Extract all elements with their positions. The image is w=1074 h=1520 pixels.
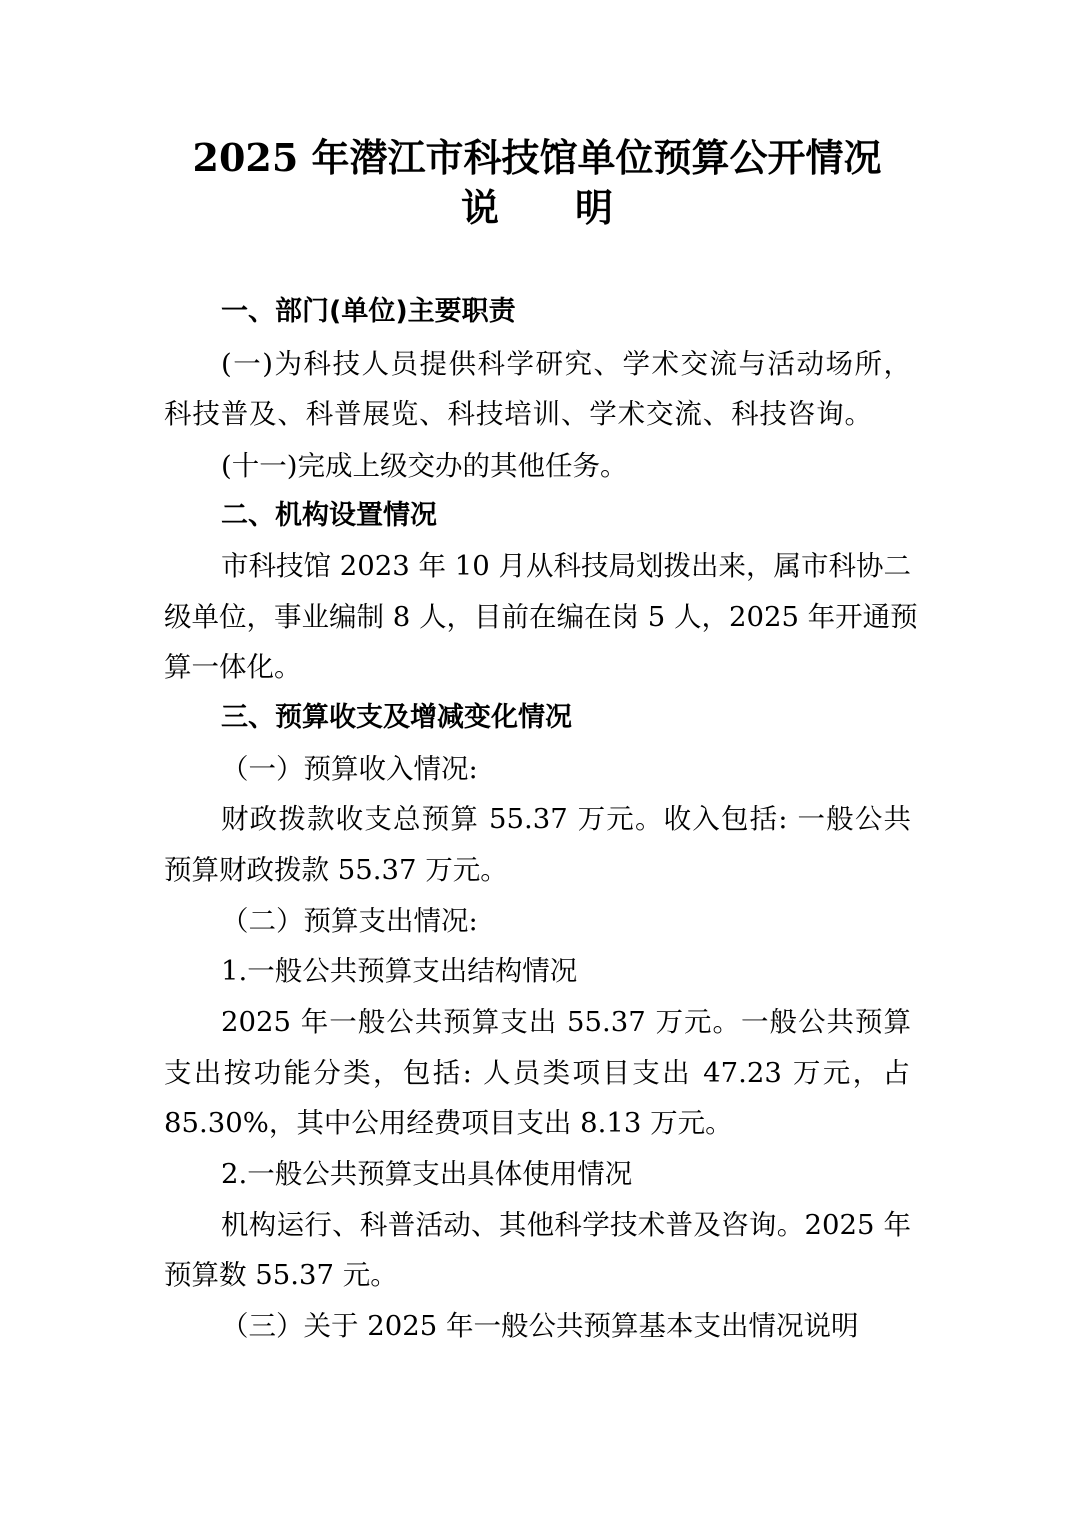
title-char-shuo: 说 — [460, 185, 499, 230]
section-2-para-line-2: 级单位，事业编制 8 人，目前在编在岗 5 人，2025 年开通预 — [164, 601, 918, 633]
section-3-sub-1-heading: （一）预算收入情况: — [221, 753, 478, 785]
title-char-ming: 明 — [575, 185, 614, 230]
section-3-item-1-heading: 1.一般公共预算支出结构情况 — [221, 955, 578, 987]
section-3-item-1-line-3: 85.30%，其中公用经费项目支出 8.13 万元。 — [164, 1107, 733, 1139]
section-2-para-line-1: 市科技馆 2023 年 10 月从科技局划拨出来，属市科协二 — [221, 550, 911, 582]
section-3-sub-1-line-2: 预算财政拨款 55.37 万元。 — [164, 854, 508, 886]
section-1-item-1-line-1: (一)为科技人员提供科学研究、学术交流与活动场所， — [221, 348, 911, 380]
section-2-para-line-3: 算一体化。 — [164, 651, 302, 683]
section-3-item-1-line-2: 支出按功能分类，包括: 人员类项目支出 47.23 万元，占 — [164, 1057, 910, 1089]
section-2-heading: 二、机构设置情况 — [221, 500, 437, 531]
section-3-sub-2-heading: （二）预算支出情况: — [221, 905, 478, 937]
section-3-item-2-line-2: 预算数 55.37 元。 — [164, 1259, 398, 1291]
section-3-heading: 三、预算收支及增减变化情况 — [221, 702, 572, 733]
section-3-sub-3-heading: （三）关于 2025 年一般公共预算基本支出情况说明 — [221, 1310, 859, 1342]
section-3-item-2-line-1: 机构运行、科普活动、其他科学技术普及咨询。2025 年 — [221, 1209, 911, 1241]
section-1-item-11: (十一)完成上级交办的其他任务。 — [221, 450, 628, 482]
document-title-line-1: 2025 年潜江市科技馆单位预算公开情况 — [192, 135, 882, 180]
section-1-item-1-line-2: 科技普及、科普展览、科技培训、学术交流、科技咨询。 — [164, 398, 872, 430]
section-3-item-1-line-1: 2025 年一般公共预算支出 55.37 万元。一般公共预算 — [221, 1006, 911, 1038]
section-3-sub-1-line-1: 财政拨款收支总预算 55.37 万元。收入包括: 一般公共 — [221, 803, 911, 835]
section-1-heading: 一、部门(单位)主要职责 — [221, 296, 516, 327]
section-3-item-2-heading: 2.一般公共预算支出具体使用情况 — [221, 1158, 633, 1190]
document-title-line-2 — [0, 183, 1074, 233]
